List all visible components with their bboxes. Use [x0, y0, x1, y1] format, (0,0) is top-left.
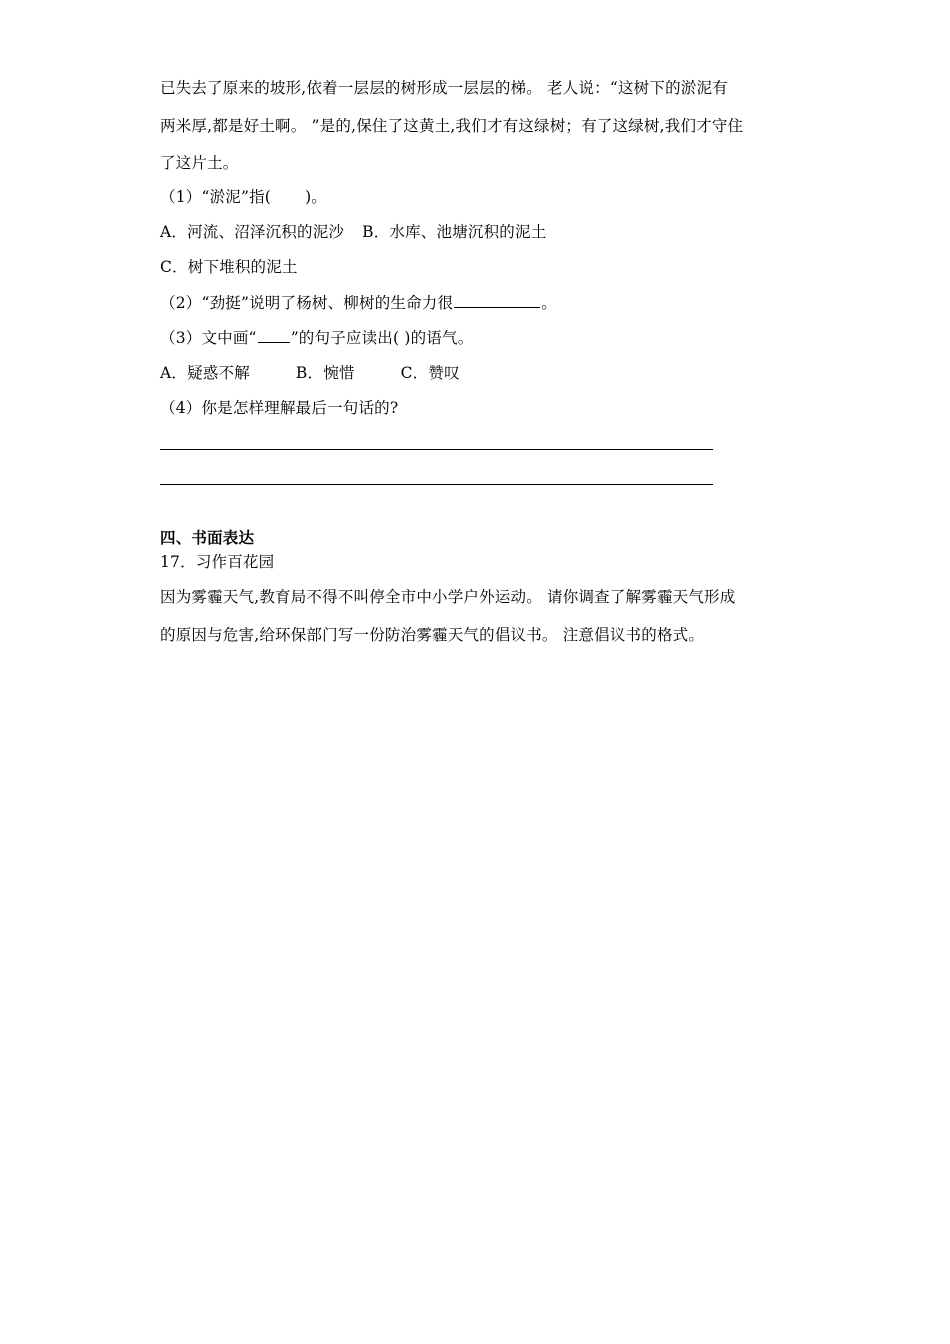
passage-line-1: 已失去了原来的坡形,依着一层层的树形成一层层的梯。 老人说：“这树下的淤泥有: [160, 79, 728, 97]
answer-line-1[interactable]: [160, 449, 713, 450]
question-4-stem: （4）你是怎样理解最后一句话的?: [160, 399, 399, 417]
question-2-stem: [160, 293, 557, 313]
question-3-stem-prefix: （3）文中画“: [160, 329, 257, 347]
question-1-stem-prefix: （1）“淤泥”指(: [160, 188, 272, 206]
question-17-title: 17．习作百花园: [160, 553, 275, 571]
question-3-stem-middle: ”的句子应读出: [290, 329, 394, 347]
question-3-stem-suffix: 的语气。: [410, 329, 474, 347]
question-1-stem: [160, 187, 327, 207]
question-1-stem-suffix: )。: [305, 188, 328, 206]
question-1-option-b: B．水库、池塘沉积的泥土: [362, 223, 547, 241]
question-2-stem-prefix: （2）“劲挺”说明了杨树、柳树的生命力很: [160, 294, 454, 312]
underline-marker: [258, 328, 290, 343]
section-title: 四、书面表达: [160, 528, 255, 547]
answer-parentheses-blank[interactable]: ( ): [393, 329, 411, 347]
fill-in-blank[interactable]: [454, 293, 540, 308]
question-3-option-a: A．疑惑不解: [160, 364, 250, 382]
question-1-options-row: [160, 222, 546, 242]
question-1-option-c: C．树下堆积的泥土: [160, 258, 298, 276]
writing-prompt-line-2: 的原因与危害,给环保部门写一份防治雾霾天气的倡议书。 注意倡议书的格式。: [160, 626, 705, 644]
question-3-options-row: [160, 363, 460, 383]
question-1-option-a: A．河流、沼泽沉积的泥沙: [160, 223, 345, 241]
answer-line-2[interactable]: [160, 484, 713, 485]
question-3-stem: [160, 328, 473, 348]
question-2-stem-suffix: 。: [541, 294, 557, 312]
question-3-option-c: C．赞叹: [400, 364, 460, 382]
passage-line-3: 了这片土。: [160, 154, 239, 172]
passage-line-2: 两米厚,都是好土啊。 ”是的,保住了这黄土,我们才有这绿树；有了这绿树,我们才守住: [160, 117, 744, 135]
question-3-option-b: B．惋惜: [295, 364, 355, 382]
writing-prompt-line-1: 因为雾霾天气,教育局不得不叫停全市中小学户外运动。 请你调查了解雾霾天气形成: [160, 588, 736, 606]
